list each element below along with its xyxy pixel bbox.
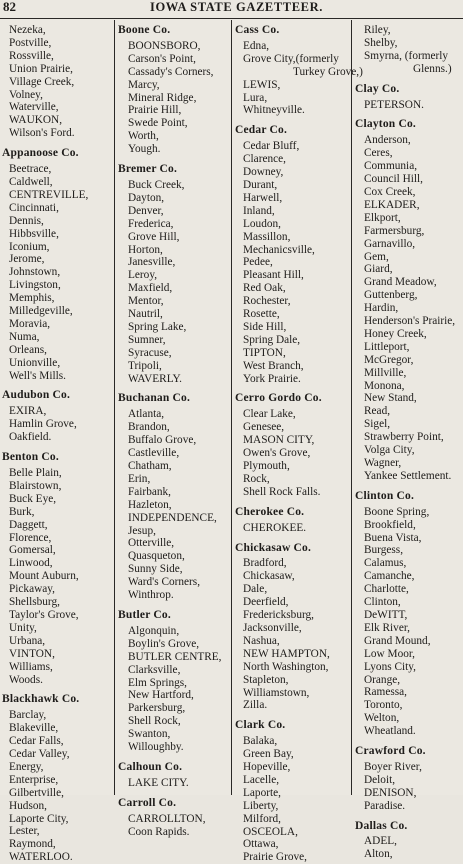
- place-name: Denver,: [128, 204, 164, 217]
- place-name: Jacksonville,: [243, 621, 302, 634]
- place-name: BOONSBORO,: [128, 39, 201, 52]
- place-name: Cassady's Corners,: [128, 65, 214, 78]
- place-name: Stapleton,: [243, 673, 289, 686]
- place-name: CHEROKEE.: [243, 521, 307, 534]
- place-name: CENTREVILLE,: [9, 188, 89, 201]
- place-name: Oakfield.: [9, 431, 52, 444]
- place-name: Paradise.: [364, 799, 406, 812]
- place-name: Unity,: [9, 621, 37, 634]
- place-name: Elk River,: [364, 621, 410, 634]
- place-name: Shellsburg,: [9, 596, 60, 609]
- place-name: WATERLOO.: [9, 851, 73, 864]
- place-name: Sigel,: [364, 418, 391, 431]
- place-name: Prairie Hill,: [128, 104, 182, 117]
- place-name: West Branch,: [243, 359, 304, 372]
- place-name: Riley,: [364, 24, 391, 36]
- place-name: Energy,: [9, 760, 44, 773]
- place-name: DENISON,: [364, 786, 417, 799]
- place-name: Boylin's Grove,: [128, 637, 200, 650]
- place-name: Yough.: [128, 143, 161, 156]
- place-name: Waterville,: [9, 101, 59, 114]
- place-name: Massillon,: [243, 230, 291, 243]
- place-name: Livingston,: [9, 279, 61, 292]
- place-name: Hardin,: [364, 302, 399, 315]
- place-name: Garnavillo,: [364, 237, 416, 250]
- place-name: Honey Creek,: [364, 327, 427, 340]
- place-name: Jesup,: [128, 524, 156, 537]
- column-divider-3: [351, 20, 352, 795]
- county-heading: Clay Co.: [355, 82, 400, 95]
- place-name: Smyrna, (formerly: [364, 49, 449, 62]
- place-name: Lyons City,: [364, 660, 416, 673]
- place-name: New Stand,: [364, 392, 417, 405]
- place-name: Nezeka,: [9, 24, 46, 36]
- county-heading: Bremer Co.: [118, 163, 178, 176]
- place-name: Bradford,: [243, 557, 287, 570]
- column-3: [235, 24, 363, 864]
- place-name: Dennis,: [9, 214, 44, 227]
- place-name: Swede Point,: [128, 117, 188, 130]
- place-name: Raymond,: [9, 838, 56, 851]
- place-name: ELKADER,: [364, 198, 420, 211]
- place-name: Millville,: [364, 366, 407, 379]
- place-name: Buck Creek,: [128, 178, 185, 191]
- county-heading: Butler Co.: [118, 608, 171, 621]
- place-name: Belle Plain,: [9, 467, 62, 479]
- place-name: Cedar Falls,: [9, 735, 64, 748]
- place-name: TIPTON,: [243, 346, 286, 359]
- place-name: Council Hill,: [364, 173, 423, 186]
- place-name: Taylor's Grove,: [9, 608, 79, 621]
- place-name: Winthrop.: [128, 589, 174, 602]
- place-name: Blakeville,: [9, 722, 59, 735]
- place-name: Syracuse,: [128, 346, 172, 359]
- place-name: Clinton,: [364, 596, 401, 609]
- place-name: EXIRA,: [9, 405, 47, 418]
- place-name: Willoughby.: [128, 741, 184, 754]
- county-heading: Buchanan Co.: [118, 392, 191, 405]
- place-name: Leroy,: [128, 269, 158, 282]
- place-name: Postville,: [9, 36, 52, 49]
- place-name: Swanton,: [128, 728, 171, 741]
- place-name: Pedee,: [243, 256, 273, 269]
- place-name: Wagner,: [364, 457, 402, 469]
- place-name: Loudon,: [243, 217, 281, 230]
- place-name: Spring Lake,: [128, 320, 187, 333]
- place-name: Castleville,: [128, 447, 180, 460]
- place-name: Burk,: [9, 505, 35, 518]
- place-name: Milford,: [243, 812, 281, 825]
- place-name: Camanche,: [364, 570, 415, 583]
- place-name: PETERSON.: [364, 98, 424, 111]
- place-name: Enterprise,: [9, 773, 59, 786]
- place-name: Barclay,: [9, 709, 47, 722]
- county-heading: Carroll Co.: [118, 796, 177, 809]
- place-name: Otterville,: [128, 537, 175, 550]
- place-name: Janesville,: [128, 256, 176, 269]
- county-heading: Cherokee Co.: [235, 505, 305, 518]
- place-name: Lester,: [9, 825, 40, 838]
- county-heading: Cedar Co.: [235, 124, 288, 137]
- place-name: Orleans,: [9, 343, 47, 356]
- place-name: Cincinnati,: [9, 201, 59, 214]
- place-name: Ottawa,: [243, 838, 279, 851]
- place-name: Clarksville,: [128, 663, 181, 676]
- place-name: Hamlin Grove,: [9, 418, 77, 431]
- place-name: LEWIS,: [243, 78, 281, 91]
- place-name: Monona,: [364, 379, 405, 392]
- place-name: Wilson's Ford.: [9, 127, 75, 140]
- place-name: Brandon,: [128, 421, 170, 434]
- place-name: Laporte City,: [9, 812, 69, 825]
- place-name: Buffalo Grove,: [128, 434, 197, 447]
- place-name: INDEPENDENCE,: [128, 511, 217, 524]
- place-name: Hazleton,: [128, 498, 172, 511]
- place-name: VINTON,: [9, 647, 55, 660]
- place-name: Shell Rock Falls.: [243, 485, 321, 498]
- place-name: Ward's Corners,: [128, 576, 201, 589]
- place-name: New Hartford,: [128, 689, 194, 702]
- place-name: Gilbertville,: [9, 786, 64, 799]
- place-name: Liberty,: [243, 799, 279, 812]
- place-name: Carson's Point,: [128, 52, 196, 65]
- place-name: Hudson,: [9, 799, 47, 812]
- place-name: Algonquin,: [128, 624, 180, 637]
- county-heading: Clinton Co.: [355, 489, 415, 502]
- place-name: Gem,: [364, 250, 389, 263]
- county-heading: Blackhawk Co.: [2, 693, 80, 706]
- place-name: Cox Creek,: [364, 185, 416, 198]
- place-name: York Prairie.: [243, 372, 301, 385]
- place-name: Woods.: [9, 673, 43, 686]
- place-name: Boyer River,: [364, 760, 422, 773]
- county-heading: Chickasaw Co.: [235, 541, 312, 554]
- place-name: Memphis,: [9, 292, 55, 305]
- place-name: Deloit,: [364, 773, 396, 786]
- place-name: Buck Eye,: [9, 492, 57, 505]
- place-name: Johnstown,: [9, 266, 61, 279]
- place-name: Zilla.: [243, 699, 268, 712]
- place-name: Grove Hill,: [128, 230, 180, 243]
- place-name: Chickasaw,: [243, 570, 295, 583]
- place-name: Edna,: [243, 39, 270, 52]
- place-name: CARROLLTON,: [128, 812, 206, 825]
- place-name: Numa,: [9, 330, 40, 343]
- place-name: MASON CITY,: [243, 434, 315, 447]
- place-name: Unionville,: [9, 356, 61, 369]
- place-name: WAUKON,: [9, 114, 63, 127]
- place-name: Charlotte,: [364, 583, 409, 596]
- place-name: Genesee,: [243, 421, 285, 434]
- column-2: [118, 24, 222, 838]
- county-heading: Dallas Co.: [355, 819, 408, 832]
- place-name: Rosette,: [243, 308, 280, 321]
- place-name: Cedar Valley,: [9, 748, 70, 761]
- place-name: Daggett,: [9, 518, 48, 531]
- place-name: Linwood,: [9, 557, 53, 570]
- place-name: Rochester,: [243, 295, 291, 308]
- place-name: Marcy,: [128, 78, 160, 91]
- place-name: Glenns.): [413, 62, 452, 75]
- place-name: Harwell,: [243, 191, 283, 204]
- place-name: Mentor,: [128, 295, 164, 308]
- column-1: [2, 24, 88, 864]
- place-name: Red Oak,: [243, 282, 286, 295]
- column-4: [355, 24, 455, 861]
- place-name: Fairbank,: [128, 485, 171, 498]
- place-name: Elm Springs,: [128, 676, 187, 689]
- place-name: Quasqueton,: [128, 550, 185, 563]
- place-name: WAVERLY.: [128, 372, 183, 385]
- place-name: Green Bay,: [243, 748, 294, 761]
- place-name: Henderson's Prairie,: [364, 315, 456, 328]
- place-name: Deerfield,: [243, 596, 289, 609]
- place-name: Read,: [364, 405, 391, 418]
- place-name: North Washington,: [243, 660, 329, 673]
- place-name: Sunny Side,: [128, 563, 183, 576]
- place-name: Side Hill,: [243, 320, 287, 333]
- place-name: Mineral Ridge,: [128, 91, 197, 104]
- place-name: Frederica,: [128, 217, 174, 230]
- place-name: Gomersal,: [9, 544, 56, 557]
- place-name: Fredericksburg,: [243, 609, 315, 622]
- place-name: Ramessa,: [364, 686, 407, 699]
- place-name: Rock,: [243, 472, 270, 485]
- place-name: Strawberry Point,: [364, 431, 444, 444]
- place-name: Grove City,(formerly: [243, 52, 339, 65]
- place-name: BUTLER CENTRE,: [128, 650, 222, 663]
- column-divider-2: [231, 20, 232, 795]
- place-name: Farmersburg,: [364, 224, 425, 237]
- county-heading: Cass Co.: [235, 24, 280, 36]
- place-name: Hopeville,: [243, 761, 291, 774]
- place-name: Moravia,: [9, 317, 51, 330]
- place-name: Maxfield,: [128, 282, 173, 295]
- place-name: Toronto,: [364, 699, 403, 712]
- county-heading: Boone Co.: [118, 24, 171, 36]
- place-name: Beetrace,: [9, 163, 52, 176]
- place-name: Welton,: [364, 712, 400, 725]
- place-name: Rossville,: [9, 49, 54, 62]
- place-name: Yankee Settlement.: [364, 469, 452, 482]
- place-name: Burgess,: [364, 544, 404, 557]
- place-name: Turkey Grove,): [293, 65, 363, 78]
- place-name: Calamus,: [364, 557, 407, 570]
- place-name: Shelby,: [364, 36, 398, 49]
- place-name: Caldwell,: [9, 175, 53, 188]
- place-name: Plymouth,: [243, 460, 290, 472]
- place-name: Brookfield,: [364, 518, 416, 531]
- place-name: Chatham,: [128, 460, 172, 472]
- place-name: Volga City,: [364, 444, 415, 457]
- page-number: 82: [3, 0, 16, 14]
- place-name: Pleasant Hill,: [243, 269, 304, 282]
- county-heading: Calhoun Co.: [118, 760, 183, 773]
- place-name: Hibbsville,: [9, 227, 59, 240]
- place-name: LAKE CITY.: [128, 776, 189, 789]
- place-name: Nautril,: [128, 308, 163, 321]
- place-name: Cedar Bluff,: [243, 140, 300, 153]
- place-name: Boone Spring,: [364, 505, 430, 518]
- place-name: Erin,: [128, 472, 151, 485]
- place-name: Pickaway,: [9, 583, 56, 596]
- place-name: Nashua,: [243, 634, 280, 647]
- place-name: Mechanicsville,: [243, 243, 315, 256]
- place-name: Florence,: [9, 531, 52, 544]
- place-name: Urbana,: [9, 634, 46, 647]
- place-name: Shell Rock,: [128, 715, 181, 728]
- place-name: NEW HAMPTON,: [243, 647, 330, 660]
- county-heading: Audubon Co.: [2, 389, 71, 402]
- place-name: Spring Dale,: [243, 333, 301, 346]
- place-name: Clear Lake,: [243, 408, 296, 421]
- place-name: Village Creek,: [9, 75, 75, 88]
- place-name: Union Prairie,: [9, 62, 74, 75]
- place-name: Williams,: [9, 660, 53, 673]
- place-name: Horton,: [128, 243, 163, 256]
- place-name: Downey,: [243, 166, 284, 179]
- place-name: Durant,: [243, 178, 278, 191]
- place-name: Laporte,: [243, 786, 281, 799]
- place-name: Lacelle,: [243, 773, 280, 786]
- place-name: Dale,: [243, 583, 268, 596]
- place-name: Communia,: [364, 160, 418, 173]
- place-name: Balaka,: [243, 735, 278, 748]
- place-name: Buena Vista,: [364, 531, 422, 544]
- place-name: ADEL,: [364, 835, 397, 848]
- county-heading: Cerro Gordo Co.: [235, 392, 322, 405]
- place-name: Volney,: [9, 88, 43, 101]
- place-name: Clarence,: [243, 153, 286, 166]
- place-name: Jerome,: [9, 253, 45, 266]
- place-name: Anderson,: [364, 134, 411, 147]
- county-heading: Crawford Co.: [355, 745, 426, 758]
- place-name: Parkersburg,: [128, 702, 186, 715]
- place-name: Wheatland.: [364, 725, 416, 738]
- place-name: Guttenberg,: [364, 289, 418, 302]
- place-name: Coon Rapids.: [128, 825, 190, 838]
- place-name: McGregor,: [364, 353, 414, 366]
- place-name: Giard,: [364, 263, 393, 276]
- place-name: Sumner,: [128, 333, 166, 346]
- place-name: Inland,: [243, 204, 275, 217]
- place-name: Low Moor,: [364, 647, 416, 660]
- place-name: Dayton,: [128, 191, 165, 204]
- place-name: Elkport,: [364, 211, 401, 224]
- place-name: Ceres,: [364, 147, 393, 160]
- place-name: Atlanta,: [128, 408, 165, 421]
- place-name: Mount Auburn,: [9, 570, 79, 583]
- place-name: Blairstown,: [9, 479, 62, 492]
- place-name: Littleport,: [364, 340, 410, 353]
- page-title: IOWA STATE GAZETTEER.: [150, 0, 323, 14]
- place-name: Owen's Grove,: [243, 447, 311, 460]
- county-heading: Appanoose Co.: [2, 147, 79, 160]
- place-name: Well's Mills.: [9, 369, 66, 382]
- place-name: DeWITT,: [364, 608, 408, 621]
- place-name: Orange,: [364, 673, 401, 686]
- place-name: Prairie Grove,: [243, 851, 307, 864]
- place-name: Milledgeville,: [9, 305, 73, 318]
- place-name: Worth,: [128, 130, 159, 143]
- place-name: Williamstown,: [243, 686, 310, 699]
- column-divider-1: [114, 20, 115, 795]
- county-heading: Benton Co.: [2, 451, 59, 464]
- county-heading: Clayton Co.: [355, 118, 416, 131]
- place-name: Whitneyville.: [243, 104, 305, 117]
- place-name: Grand Meadow,: [364, 276, 437, 289]
- place-name: Iconium,: [9, 240, 50, 253]
- place-name: OSCEOLA,: [243, 825, 298, 838]
- place-name: Tripoli,: [128, 359, 162, 372]
- place-name: Lura,: [243, 91, 268, 104]
- county-heading: Clark Co.: [235, 719, 286, 732]
- place-name: Grand Mound,: [364, 634, 431, 647]
- header-rule: [0, 18, 463, 19]
- place-name: Alton,: [364, 848, 393, 861]
